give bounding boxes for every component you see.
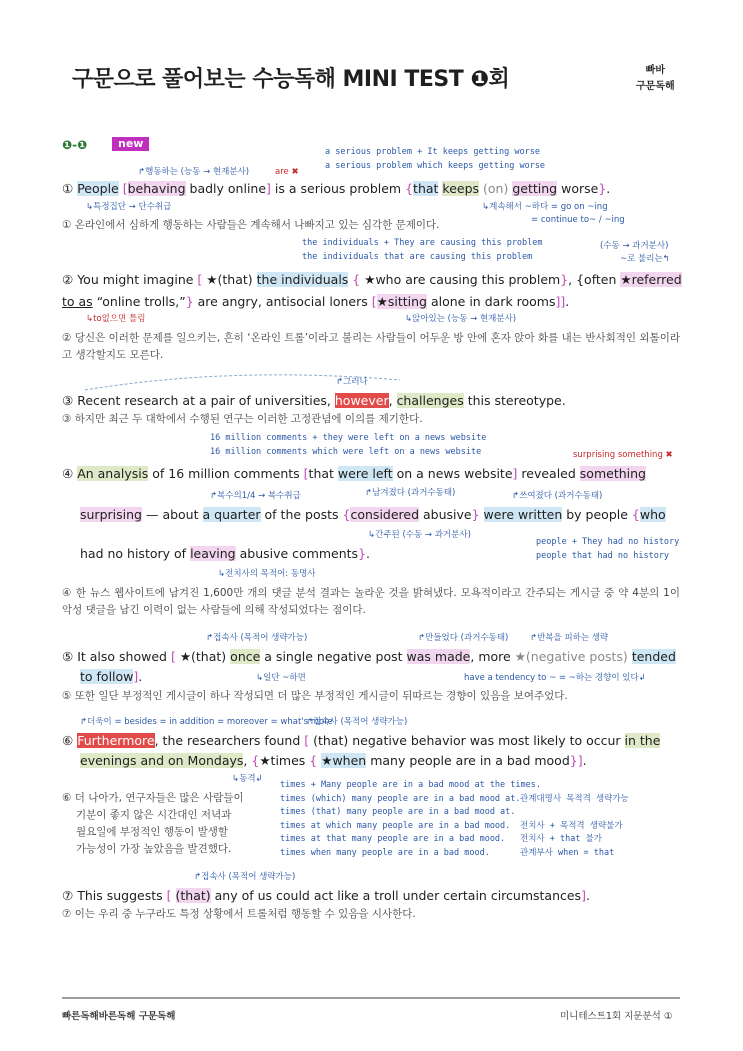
s6-side: 관계부사 when = that (520, 847, 615, 858)
sentence-4-line-1 (62, 463, 646, 485)
s4-text: had no history (80, 546, 171, 561)
s2-num: ② (62, 272, 74, 287)
s2-note-mono (302, 237, 543, 264)
s5-note-tend: have a tendency to ~ = ~하는 경향이 있다↲ (464, 673, 646, 683)
brand-line-2: 구문독해 (636, 81, 675, 92)
s6-row: times when many people are in a bad mood. (280, 847, 490, 858)
s4-quarter: a quarter (202, 507, 261, 522)
s4-note-plural: ↱복수의1/4 → 복수취급 (210, 491, 301, 501)
s5-note-once: ↳일단 ~하면 (256, 673, 306, 683)
s2-text: You might imagine (77, 272, 194, 287)
s2-bracket: } (185, 294, 194, 309)
s6-note-appos: ↳동격↲ (232, 774, 263, 784)
s1-gerund: getting (512, 181, 558, 196)
s2-mono-line-1: the individuals + They are causing this problem (302, 238, 543, 248)
s1-bracket: { (405, 181, 414, 196)
s2-star: ★sitting (376, 294, 427, 309)
s3-text: this stereotype. (467, 393, 566, 408)
s6-row: times + Many people are in a bad mood at the times. (280, 780, 541, 790)
s5-translation: ⑤ 또한 일단 부정적인 게시글이 하나 작성되면 더 많은 부정적인 게시글이 뒤따르는 경향이 있음을 보여주었다. (62, 690, 568, 702)
s1-bracket: } (598, 181, 607, 196)
s1-text: badly online (189, 181, 267, 196)
s7-bracket: [ (166, 888, 172, 903)
s6-bracket: { (251, 753, 260, 768)
s4-passive: were left (337, 466, 393, 481)
s1-verb: keeps (442, 181, 480, 196)
s6-evenings: evenings and on Mondays (80, 753, 244, 768)
s2-mono-line-2: the individuals that are causing this problem (302, 251, 533, 262)
s4-note-left: ↱남겨졌다 (과거수동태) (365, 488, 456, 498)
s6-row: times at that many people are in a bad mood. (280, 834, 506, 844)
s2-note-sitting: ↳앉아있는 (능동 → 현재분사) (405, 314, 517, 324)
s6-star: ★when (321, 753, 367, 768)
s4-end: . (366, 546, 371, 561)
s3-text: Recent research at a pair of universities, (77, 393, 331, 408)
s4-note-mono-2 (536, 536, 679, 563)
s4-bracket: } (358, 546, 367, 561)
s4-note-considered: ↳간주된 (수동 → 과거분사) (368, 530, 471, 540)
s6-side (520, 806, 629, 820)
s6-side: 전치사 + that 불가 (520, 834, 602, 844)
section-marker: ❶-❶ (62, 138, 88, 152)
s5-passive: was made (406, 649, 471, 664)
s5-star: ★(that) (179, 649, 227, 664)
s4-mono-line-4: people that had no history (536, 550, 670, 561)
s4-text: of the posts (264, 507, 339, 522)
sentence-4-line-3 (62, 543, 370, 565)
s4-relative: who (639, 507, 666, 522)
s4-gerund: leaving (190, 546, 236, 561)
s2-text: alone in dark rooms (430, 294, 556, 309)
s1-end: . (606, 181, 611, 196)
s2-bracket: [ (197, 272, 203, 287)
s5-num: ⑤ (62, 649, 74, 664)
s1-relative: that (413, 181, 439, 196)
sentence-5-line-1 (62, 646, 676, 668)
s3-num: ③ (62, 393, 74, 408)
s5-bracket: ] (133, 669, 139, 684)
s2-bracket: [ (371, 294, 377, 309)
s6-translation-line: ⑥ 더 나아가, 연구자들은 많은 사람들이 (62, 792, 244, 804)
s6-furthermore: Furthermore (77, 733, 155, 748)
s4-text: about (162, 507, 199, 522)
s7-that: (that) (175, 888, 211, 903)
s5-text: a single negative post (264, 649, 403, 664)
s2-end: . (565, 294, 570, 309)
sentence-4-line-2 (62, 504, 666, 526)
s6-text: , (243, 753, 248, 768)
s2-note-called: ~로 불리는↰ (620, 254, 670, 264)
s1-bracket: [ (122, 181, 128, 196)
sentence-5-line-2 (62, 666, 142, 688)
s2-note-to: ↳to없으면 틀림 (86, 314, 146, 324)
s4-bracket: { (631, 507, 640, 522)
s6-note-conj: ↱접속사 (목적어 생략가능) (306, 717, 408, 727)
s4-text: abusive (423, 507, 472, 522)
s1-note-keep: ↳계속해서 ~하다 = go on ~ing (482, 202, 608, 212)
s7-note-conj: ↱접속사 (목적어 생략가능) (194, 872, 296, 882)
s1-note-collective: ↳특정집단 → 단수취급 (86, 202, 172, 212)
s6-end: . (582, 753, 587, 768)
s5-bracket: [ (170, 649, 176, 664)
s4-text: that (308, 466, 334, 481)
s3-translation: ③ 하지만 최근 두 대학에서 수행된 연구는 이러한 고정관념에 이의를 제기한다. (62, 413, 423, 425)
s6-side (520, 779, 629, 793)
s4-mono-line-1: 16 million comments + they were left on a news website (210, 433, 487, 443)
s7-bracket: ] (581, 888, 586, 903)
s3-however: however (334, 393, 389, 408)
sentence-1 (62, 178, 610, 200)
s4-subject: An analysis (77, 466, 149, 481)
s6-side-notes (520, 779, 629, 860)
s7-text: any of us could act like a troll under certain circumstances (214, 888, 582, 903)
s1-subject: People (77, 181, 119, 196)
s4-mono-line-2: 16 million comments which were left on a news website (210, 446, 482, 457)
s5-text: It also showed (77, 649, 167, 664)
s2-star: ★referred (620, 272, 682, 287)
s2-subject: the individuals (256, 272, 349, 287)
s4-text: by people (566, 507, 628, 522)
s4-considered: considered (350, 507, 420, 522)
s4-translation: ④ 한 뉴스 웹사이트에 남겨진 1,600만 개의 댓글 분석 결과는 놀라운 것을 밝혀냈다. 모욕적이라고 간주되는 게시글 중 약 4분의 1이 악성 댓글을 남긴 이력이 없는 사람들에 의해 작성되었다는 점이다. (62, 587, 680, 616)
s4-note-mono (210, 432, 486, 459)
s6-that: (that) (313, 733, 349, 748)
sentence-7 (62, 885, 590, 907)
s2-translation: ② 당신은 이러한 문제를 일으키는, 흔히 ‘온라인 트롤’이라고 불리는 사람들이 어두운 방 안에 혼자 앉아 화를 내는 반사회적인 외톨이라고 생각할지도 모른다. (62, 332, 680, 361)
s6-text: many people are in a bad mood (370, 753, 570, 768)
s6-translation (62, 790, 244, 858)
sentence-2-line-1 (62, 269, 682, 291)
s1-bracket: ] (266, 181, 271, 196)
s1-participle: behaving (127, 181, 186, 196)
s6-side: 관계대명사 목적격 생략가능 (520, 793, 629, 804)
s7-num: ⑦ (62, 888, 74, 903)
footer-divider (62, 997, 680, 999)
s4-dash: — (145, 507, 159, 522)
s5-star: ★(negative posts) (514, 649, 628, 664)
s4-text: on a news website (396, 466, 513, 481)
s6-in-the: in the (624, 733, 661, 748)
s4-num: ④ (62, 466, 74, 481)
s7-text: This suggests (77, 888, 163, 903)
s4-note-gerund: ↳전치사의 목적어: 동명사 (218, 569, 316, 579)
s2-quote: “online trolls,” (96, 294, 186, 309)
sentence-2-line-2 (62, 291, 569, 313)
s4-verb: revealed (521, 466, 576, 481)
s4-bracket: ] (512, 466, 518, 481)
s6-bracket: { (309, 753, 318, 768)
s6-row: times (that) many people are in a bad mood at. (280, 807, 516, 817)
s4-surprising: surprising (80, 507, 142, 522)
s1-optional: (on) (483, 181, 509, 196)
s5-note-made: ↱만들었다 (과거수동태) (418, 633, 509, 643)
s6-star: ★times (259, 753, 306, 768)
s3-note-however: ↱그러나 (336, 377, 368, 387)
s4-something: something (579, 466, 646, 481)
s4-text: abusive comments (239, 546, 359, 561)
footer-right: 미니테스트1회 지문분석 ① (560, 1011, 673, 1022)
s4-verb-passive: were written (483, 507, 563, 522)
s3-text: , (388, 393, 393, 408)
sentence-6-line-1 (62, 730, 660, 752)
s2-text: are causing this problem (405, 272, 561, 287)
new-badge: new (112, 137, 149, 151)
s2-text: are angry, antisocial loners (197, 294, 368, 309)
s4-text: of (174, 546, 187, 561)
sentence-3 (62, 390, 566, 412)
s6-bracket: }] (569, 753, 583, 768)
s6-translation-line: 기분이 좋지 않은 시간대인 저녁과 (76, 809, 232, 821)
s5-note-repeat: ↱반복을 피하는 생략 (530, 633, 609, 643)
s5-to-follow: to follow (80, 669, 134, 684)
s5-note-conj: ↱접속사 (목적어 생략가능) (206, 633, 308, 643)
s2-star: ★(that) (206, 272, 253, 287)
s1-text: is a serious problem (274, 181, 402, 196)
s1-mono-line-2: a serious problem which keeps getting worse (325, 160, 546, 171)
s2-bracket: } (560, 272, 569, 287)
s1-note-active: ↱행동하는 (능동 → 현재분사) (138, 167, 250, 177)
s4-mono-line-3: people + They had no history (536, 537, 680, 547)
s4-text: of 16 million comments (152, 466, 300, 481)
s4-bracket: { (342, 507, 351, 522)
s1-mono-line-1: a serious problem + It keeps getting worse (325, 147, 540, 157)
s1-translation: ① 온라인에서 심하게 행동하는 사람들은 계속해서 나빠지고 있는 심각한 문제이다. (62, 219, 440, 231)
s5-end: . (138, 669, 143, 684)
s7-translation: ⑦ 이는 우리 중 누구라도 특정 상황에서 트롤처럼 행동할 수 있음을 시사한다. (62, 908, 416, 920)
s6-translation-line: 가능성이 가장 높았음을 발견했다. (76, 843, 232, 855)
s6-text: negative behavior was most likely to occur (352, 733, 621, 748)
s4-bracket: [ (303, 466, 309, 481)
footer-left: 빠른독해바른독해 구문독해 (62, 1011, 176, 1022)
s6-text: , the researchers found (154, 733, 301, 748)
s3-verb: challenges (396, 393, 464, 408)
s2-bracket: { (352, 272, 361, 287)
s1-note-mono (325, 146, 545, 173)
s6-rows (280, 779, 541, 860)
s6-bracket: [ (304, 733, 310, 748)
s4-note-something: surprising something ✖ (573, 450, 673, 460)
s1-num: ① (62, 181, 74, 196)
s6-row: times at which many people are in a bad mood. (280, 820, 511, 831)
s2-star: ★who (364, 272, 402, 287)
s4-bracket: } (471, 507, 480, 522)
s4-note-written: ↱쓰여졌다 (과거수동태) (512, 491, 603, 501)
s2-text: , {often (568, 272, 617, 287)
s5-verb: tended (631, 649, 676, 664)
s6-translation-line: 월요일에 부정적인 행동이 발생할 (76, 826, 229, 838)
brand-line-1: 빠바 (645, 65, 665, 76)
s2-bracket: ]] (555, 294, 566, 309)
s5-once: once (230, 649, 261, 664)
s6-note-besides: ↱더욱이 = besides = in addition = moreover = what's more (80, 717, 333, 727)
s1-text: worse (561, 181, 599, 196)
s1-note-keep-2: = continue to~ / ~ing (531, 215, 625, 225)
s1-note-are: are ✖ (275, 167, 299, 177)
s6-side: 전치사 + 목적격 생략불가 (520, 820, 623, 831)
s5-text: , more (470, 649, 511, 664)
s2-note-passive: (수동 → 과거분사) (600, 241, 669, 251)
page-title: 구문으로 풀어보는 수능독해 MINI TEST ❶회 (72, 67, 510, 92)
s2-to-as: to as (62, 294, 93, 309)
brand-label (636, 63, 675, 95)
s6-num: ⑥ (62, 733, 74, 748)
sentence-6-line-2 (62, 750, 587, 772)
s7-end: . (585, 888, 590, 903)
s6-row: times (which) many people are in a bad mood at. (280, 793, 521, 804)
